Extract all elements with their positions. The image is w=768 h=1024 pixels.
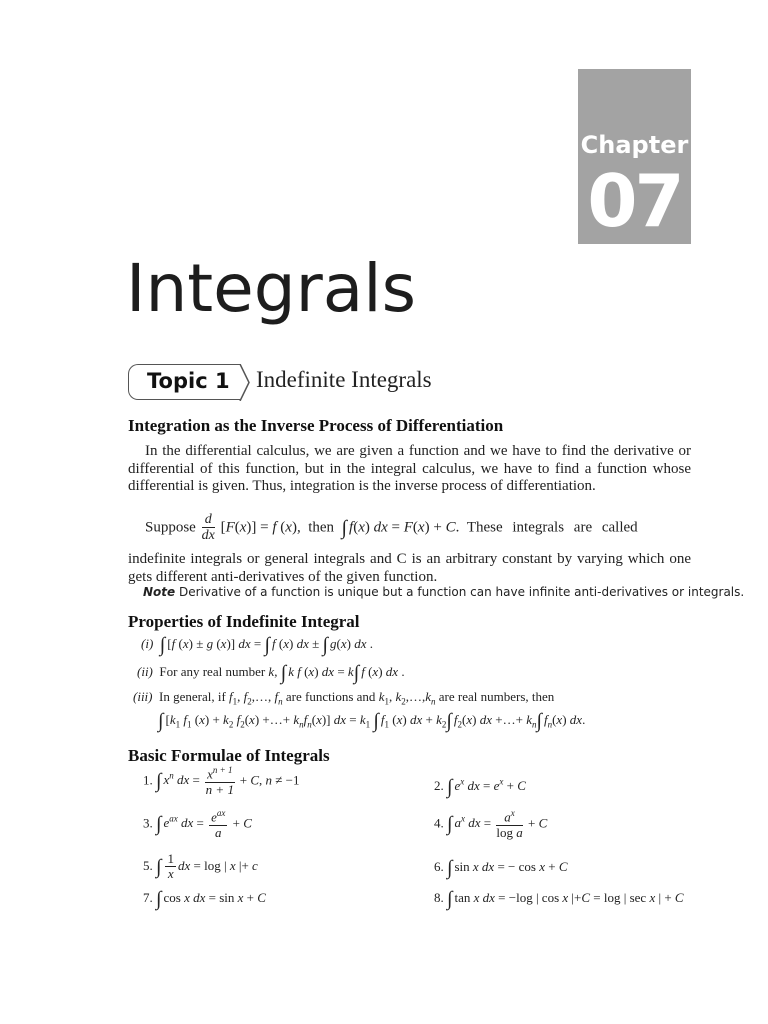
chapter-word: Chapter <box>580 131 689 159</box>
topic-label: Topic 1 <box>147 369 230 393</box>
property-3-text: In general, if <box>159 689 226 704</box>
topic-pill <box>128 364 241 400</box>
formula-4: 4. ∫ $a^x$ dx = $\frac{a^x}{\text{log a}}$ + C <box>434 808 548 840</box>
topic-title: Indefinite Integrals <box>256 367 432 392</box>
paragraph-indefinite: indefinite integrals or general integrals and C is an arbitrary constant by varying which one gets different anti-derivatives of the given function. <box>128 551 691 585</box>
property-2-text: For any real number <box>159 664 266 679</box>
suppose-suffix: These integrals are called <box>466 519 638 536</box>
chapter-number: 07 <box>587 159 682 243</box>
note <box>143 585 744 599</box>
paragraph-intro: In the differential calculus, we are given a function and we have to find the derivative or differential of this function, but in the integral calculus, we have to find a function whose differential is given. Thus, integration is the inverse process of differentiation. <box>128 443 691 494</box>
formula-8: 8. ∫ tan x dx = −log | cos x |+C = log | sec x | + C <box>434 888 684 910</box>
section-heading-properties: Properties of Indefinite Integral <box>128 612 360 631</box>
property-3: (iii) In general, if $f_1$, $f_2,\dots$, $f_n$ are functions and $k_1$, $k_2,\dots,k_n$ are real numbers, then <box>133 689 555 707</box>
note-label: Note <box>143 585 176 599</box>
formula-3: 3. ∫ $e^{ax}$ dx = $\frac{e^{ax}}{a}$ + C <box>143 808 252 840</box>
property-3-tail: are real numbers, then <box>438 689 555 704</box>
formula-2: 2. ∫ $e^x$ dx = $e^x + C$ <box>434 776 526 798</box>
property-2: (ii) For any real number k, ∫ k f (x) dx = k∫ f (x) dx . <box>137 662 405 684</box>
topic-arrow-icon <box>239 364 251 401</box>
formula-7: 7. ∫ cos x dx = sin x + C <box>143 888 266 910</box>
chapter-badge <box>578 69 691 244</box>
property-1: (i) ∫ [f (x) ± g (x)] dx = ∫ f (x) dx ± ∫ g(x) dx . <box>141 634 373 656</box>
suppose-line: Suppose $\frac{d}{dx}$ [F(x)] = f (x), then ∫ f(x) dx = F(x) + C. These integrals are called <box>145 512 638 544</box>
formula-6: 6. ∫ sin x dx = − cos x + C <box>434 857 568 879</box>
section-heading-basic-formulae: Basic Formulae of Integrals <box>128 746 330 765</box>
formula-1: 1. ∫ $x^n$ dx = $\frac{x^{n + 1}}{n + 1}$ + C, n ≠ −1 <box>143 765 300 797</box>
formula-5: 5. ∫ $\frac{1}{x}$ dx = log | x |+ c <box>143 851 258 882</box>
page-title: Integrals <box>126 250 416 327</box>
note-text: Derivative of a function is unique but a function can have infinite anti-derivatives or integrals. <box>179 585 745 599</box>
section-heading-inverse-process: Integration as the Inverse Process of Differentiation <box>128 416 504 435</box>
property-3-formula: ∫ [$k_1$ $f_1$ $(x) + k_2$ $f_2(x)$ +…+ $k_nf_n(x)$] dx = $k_1$ ∫ $f_1$ (x) dx + $k_2\int$ $f_2(x)$ dx +…+ $k_n\int$ $f_n(x)$ dx. <box>158 710 586 732</box>
